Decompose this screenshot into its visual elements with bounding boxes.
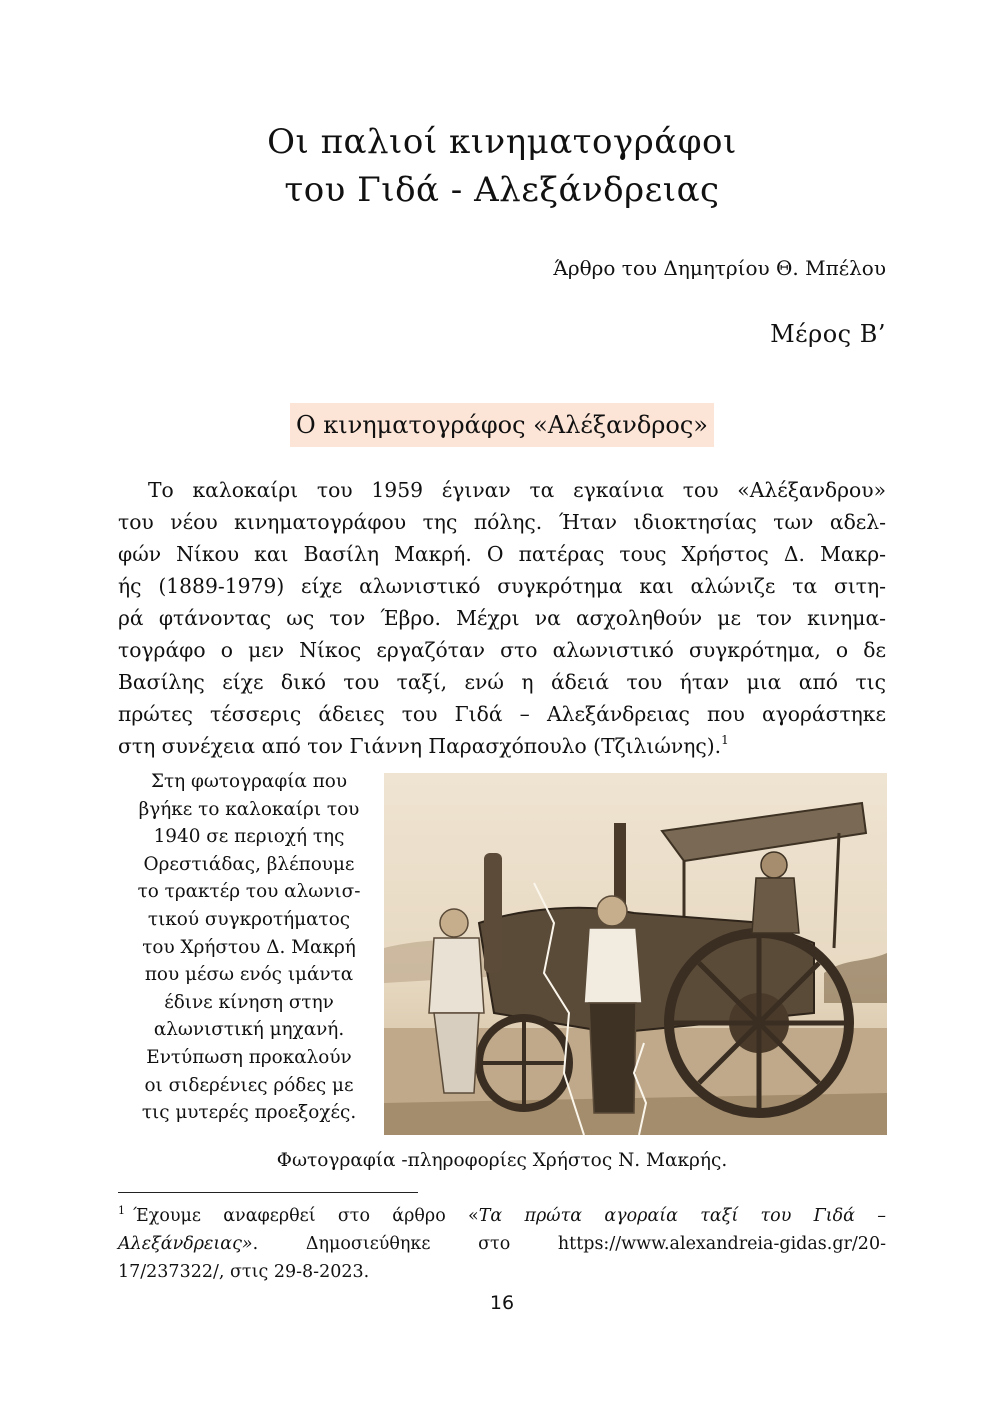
footnote-number: 1 [118,1204,125,1217]
footnote-text: Έχουμε αναφερθεί στο άρθρο « [133,1206,479,1226]
paragraph-line: φών Νίκου και Βασίλη Μακρή. Ο πατέρας τους Χρήστος Δ. Μακρ- [118,542,886,566]
title-line-2: του Γιδά - Αλεξάνδρειας [284,170,720,210]
paragraph-line: πρώτες τέσσερις άδειες του Γιδά – Αλεξάνδρειας που αγοράστηκε [118,702,886,726]
exhaust-pipe [484,853,502,973]
paragraph-line: ής (1889-1979) είχε αλωνιστικό συγκρότημα και αλώνιζε τα σιτη- [118,574,886,598]
paragraph-line: του νέου κινηματογράφου της πόλης. Ήταν ιδιοκτησίας των αδελ- [118,510,886,534]
paragraph-line-last [118,730,886,762]
section-heading-wrap [0,403,1004,447]
section-heading: Ο κινηματογράφος «Αλέξανδρος» [290,403,714,447]
paragraph-line: ρά φτάνοντας ως τον Έβρο. Μέχρι να ασχοληθούν με τον κινημα- [118,606,886,630]
caption-line: του Χρήστου Δ. Μακρή [142,936,356,958]
footnote-article-title: Τα πρώτα αγοραία ταξί του Γιδά – [478,1206,886,1226]
footnote-line [118,1202,886,1230]
paragraph-line-text: στη συνέχεια από τον Γιάννη Παρασχόπουλο (Τζιλιώνης). [118,734,722,758]
caption-line: 1940 σε περιοχή της [153,826,345,848]
footnote-line [118,1230,886,1258]
rear-wheel-spokes [674,938,844,1108]
paragraph-line: Το καλοκαίρι του 1959 έγιναν τα εγκαίνια του «Αλέξανδρου» [148,478,886,502]
article-part: Μέρος Β’ [770,320,886,348]
body-paragraph [118,474,886,762]
photo-caption [126,768,372,1127]
caption-line: που μέσω ενός ιμάντα [144,964,354,986]
caption-line: Ορεστιάδας, βλέπουμε [143,853,355,875]
paragraph-line: τογράφο ο μεν Νίκος εργαζόταν στο αλωνιστικό συγκρότημα, ο δε [118,638,886,662]
footnote-line: 17/237322/, στις 29-8-2023. [118,1262,370,1282]
paragraph-line: Βασίλης είχε δικό του ταξί, ενώ η άδειά του ήταν μια από τις [118,670,886,694]
footnote-separator [118,1192,418,1193]
caption-line: βγήκε το καλοκαίρι του [138,798,360,820]
footnote-article-title: Αλεξάνδρειας» [118,1234,253,1254]
caption-line: αλωνιστική μηχανή. [153,1019,345,1041]
article-title [0,118,1004,214]
page-number: 16 [489,1292,515,1314]
caption-line: Στη φωτογραφία που [150,771,348,792]
title-line-1: Οι παλιοί κινηματογράφοι [267,122,737,162]
photo-credit: Φωτογραφία -πληροφορίες Χρήστος Ν. Μακρής. [276,1150,728,1171]
caption-line: το τρακτέρ του αλωνισ- [137,881,361,903]
article-author: Άρθρο του Δημητρίου Θ. Μπέλου [553,256,886,280]
tractor-photo [384,773,887,1135]
footnote-reference: 1 [721,733,729,747]
footnote-text: . Δημοσιεύθηκε στο https://www.alexandreia-gidas.gr/20- [252,1234,886,1254]
caption-line: έδινε κίνηση στην [164,991,334,1013]
caption-line: Εντύπωση προκαλούν [146,1046,352,1068]
caption-line: τικού συγκροτήματος [147,908,351,930]
footnote [118,1202,886,1286]
person-standing [584,896,642,1113]
caption-line: οι σιδερένιες ρόδες με [144,1074,354,1096]
caption-line: τις μυτερές προεξοχές. [141,1102,357,1124]
